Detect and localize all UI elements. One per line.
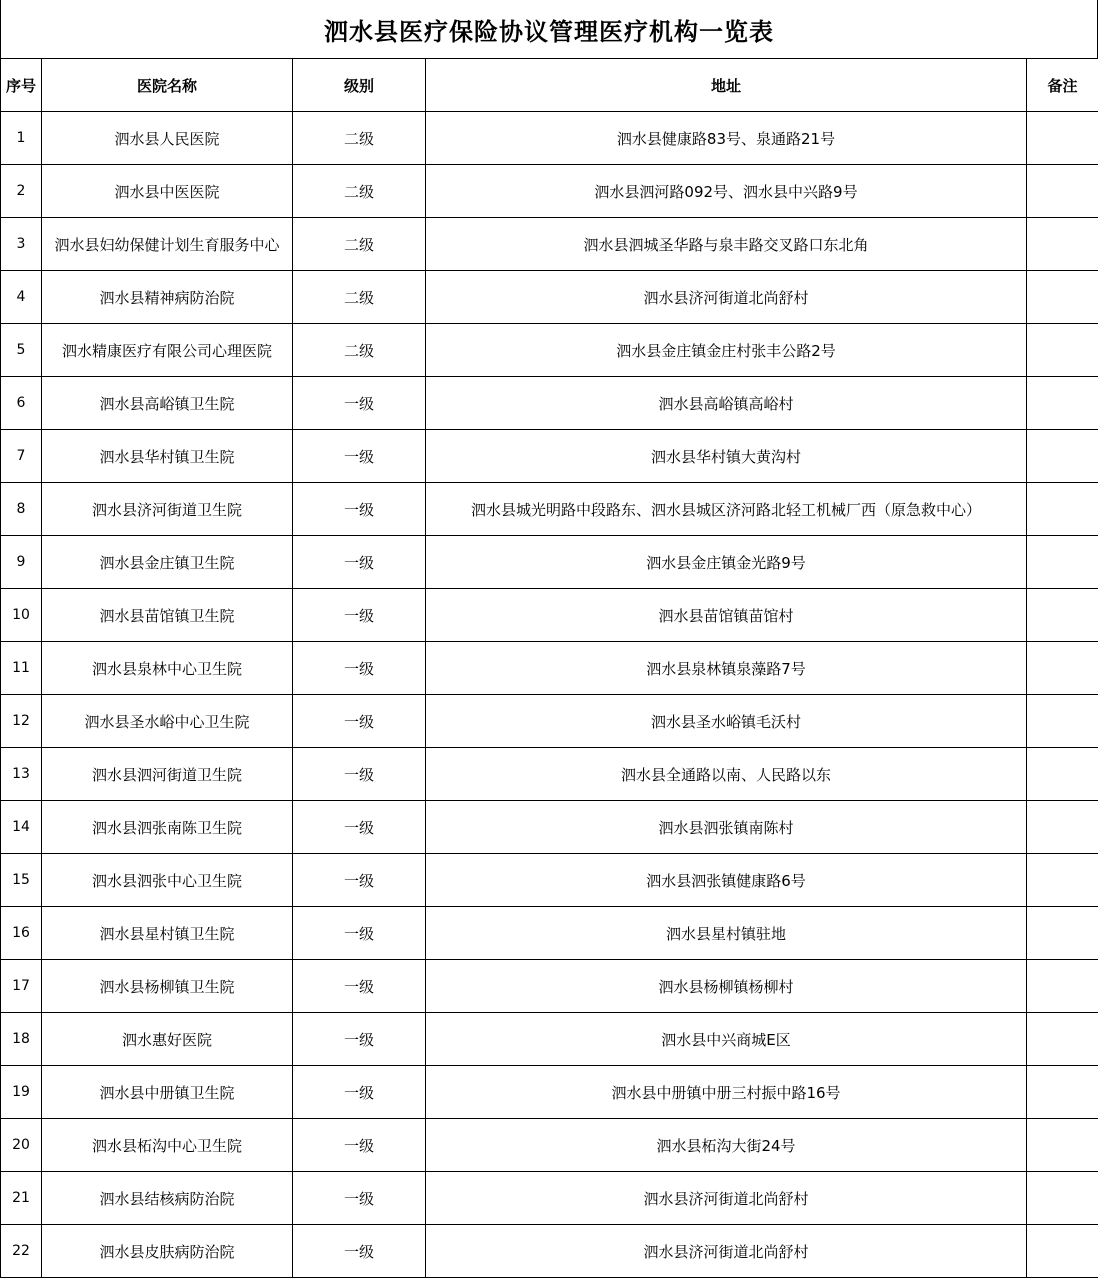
table-row [1, 1119, 1098, 1172]
cell-hospital-name[interactable]: 泗水县中册镇卫生院 [42, 1066, 293, 1119]
cell-level[interactable]: 一级 [293, 960, 426, 1013]
cell-level[interactable]: 二级 [293, 218, 426, 271]
table-row [1, 642, 1098, 695]
table-row [1, 1013, 1098, 1066]
cell-note[interactable] [1027, 324, 1098, 377]
cell-no[interactable]: 5 [1, 324, 42, 377]
cell-note[interactable] [1027, 1013, 1098, 1066]
cell-level[interactable]: 一级 [293, 536, 426, 589]
cell-note[interactable] [1027, 218, 1098, 271]
cell-no[interactable]: 16 [1, 907, 42, 960]
table-row [1, 218, 1098, 271]
cell-hospital-name[interactable]: 泗水县济河街道卫生院 [42, 483, 293, 536]
table-body [1, 112, 1098, 1278]
cell-note[interactable] [1027, 589, 1098, 642]
table-row [1, 907, 1098, 960]
cell-address[interactable]: 泗水县星村镇驻地 [426, 907, 1027, 960]
cell-no[interactable]: 15 [1, 854, 42, 907]
cell-no[interactable]: 18 [1, 1013, 42, 1066]
cell-level[interactable]: 一级 [293, 430, 426, 483]
cell-hospital-name[interactable]: 泗水惠好医院 [42, 1013, 293, 1066]
hospital-table [0, 58, 1098, 1278]
cell-hospital-name[interactable]: 泗水县苗馆镇卫生院 [42, 589, 293, 642]
cell-level[interactable]: 一级 [293, 801, 426, 854]
cell-level[interactable]: 二级 [293, 271, 426, 324]
cell-level[interactable]: 二级 [293, 112, 426, 165]
cell-hospital-name[interactable]: 泗水县金庄镇卫生院 [42, 536, 293, 589]
cell-hospital-name[interactable]: 泗水县中医医院 [42, 165, 293, 218]
cell-no[interactable]: 22 [1, 1225, 42, 1278]
cell-no[interactable]: 14 [1, 801, 42, 854]
cell-level[interactable]: 一级 [293, 377, 426, 430]
cell-level[interactable]: 一级 [293, 907, 426, 960]
table-row [1, 430, 1098, 483]
cell-note[interactable] [1027, 1225, 1098, 1278]
cell-note[interactable] [1027, 112, 1098, 165]
cell-address[interactable]: 泗水县圣水峪镇毛沃村 [426, 695, 1027, 748]
cell-level[interactable]: 一级 [293, 748, 426, 801]
cell-address[interactable]: 泗水县杨柳镇杨柳村 [426, 960, 1027, 1013]
cell-level[interactable]: 一级 [293, 1013, 426, 1066]
cell-level[interactable]: 一级 [293, 1172, 426, 1225]
table-row [1, 165, 1098, 218]
header-level[interactable]: 级别 [293, 59, 426, 112]
cell-hospital-name[interactable]: 泗水县皮肤病防治院 [42, 1225, 293, 1278]
cell-address[interactable]: 泗水县中册镇中册三村振中路16号 [426, 1066, 1027, 1119]
cell-address[interactable]: 泗水县城光明路中段路东、泗水县城区济河路北轻工机械厂西（原急救中心） [426, 483, 1027, 536]
cell-note[interactable] [1027, 695, 1098, 748]
cell-level[interactable]: 一级 [293, 1066, 426, 1119]
cell-note[interactable] [1027, 1066, 1098, 1119]
cell-note[interactable] [1027, 165, 1098, 218]
table-row [1, 1225, 1098, 1278]
cell-no[interactable]: 13 [1, 748, 42, 801]
cell-note[interactable] [1027, 642, 1098, 695]
cell-address[interactable]: 泗水县金庄镇金庄村张丰公路2号 [426, 324, 1027, 377]
table-row [1, 748, 1098, 801]
cell-address[interactable]: 泗水县金庄镇金光路9号 [426, 536, 1027, 589]
cell-address[interactable]: 泗水县全通路以南、人民路以东 [426, 748, 1027, 801]
table-row [1, 271, 1098, 324]
cell-note[interactable] [1027, 536, 1098, 589]
cell-address[interactable]: 泗水县柘沟大街24号 [426, 1119, 1027, 1172]
cell-no[interactable]: 3 [1, 218, 42, 271]
cell-address[interactable]: 泗水县泗张镇南陈村 [426, 801, 1027, 854]
cell-level[interactable]: 一级 [293, 589, 426, 642]
header-name[interactable]: 医院名称 [42, 59, 293, 112]
cell-note[interactable] [1027, 1119, 1098, 1172]
cell-note[interactable] [1027, 377, 1098, 430]
cell-hospital-name[interactable]: 泗水县结核病防治院 [42, 1172, 293, 1225]
cell-note[interactable] [1027, 854, 1098, 907]
sheet-title: 泗水县医疗保险协议管理医疗机构一览表 [0, 0, 1098, 58]
header-note[interactable]: 备注 [1027, 59, 1098, 112]
cell-level[interactable]: 一级 [293, 642, 426, 695]
cell-hospital-name[interactable]: 泗水县人民医院 [42, 112, 293, 165]
cell-hospital-name[interactable]: 泗水县华村镇卫生院 [42, 430, 293, 483]
cell-no[interactable]: 2 [1, 165, 42, 218]
cell-level[interactable]: 二级 [293, 324, 426, 377]
cell-note[interactable] [1027, 960, 1098, 1013]
cell-note[interactable] [1027, 907, 1098, 960]
cell-no[interactable]: 19 [1, 1066, 42, 1119]
cell-hospital-name[interactable]: 泗水县圣水峪中心卫生院 [42, 695, 293, 748]
cell-note[interactable] [1027, 1172, 1098, 1225]
cell-address[interactable]: 泗水县济河街道北尚舒村 [426, 271, 1027, 324]
cell-hospital-name[interactable]: 泗水县泗张中心卫生院 [42, 854, 293, 907]
cell-hospital-name[interactable]: 泗水县杨柳镇卫生院 [42, 960, 293, 1013]
cell-note[interactable] [1027, 483, 1098, 536]
cell-level[interactable]: 一级 [293, 1225, 426, 1278]
cell-note[interactable] [1027, 430, 1098, 483]
cell-note[interactable] [1027, 748, 1098, 801]
header-no[interactable]: 序号 [1, 59, 42, 112]
cell-address[interactable]: 泗水县泗城圣华路与泉丰路交叉路口东北角 [426, 218, 1027, 271]
table-row [1, 854, 1098, 907]
table-row [1, 1172, 1098, 1225]
cell-no[interactable]: 1 [1, 112, 42, 165]
cell-hospital-name[interactable]: 泗水县柘沟中心卫生院 [42, 1119, 293, 1172]
cell-no[interactable]: 4 [1, 271, 42, 324]
cell-note[interactable] [1027, 271, 1098, 324]
cell-no[interactable]: 11 [1, 642, 42, 695]
cell-address[interactable]: 泗水县泗张镇健康路6号 [426, 854, 1027, 907]
table-row [1, 377, 1098, 430]
cell-hospital-name[interactable]: 泗水精康医疗有限公司心理医院 [42, 324, 293, 377]
cell-level[interactable]: 一级 [293, 1119, 426, 1172]
cell-address[interactable]: 泗水县泗河路092号、泗水县中兴路9号 [426, 165, 1027, 218]
cell-no[interactable]: 8 [1, 483, 42, 536]
cell-address[interactable]: 泗水县华村镇大黄沟村 [426, 430, 1027, 483]
cell-no[interactable]: 7 [1, 430, 42, 483]
cell-address[interactable]: 泗水县中兴商城E区 [426, 1013, 1027, 1066]
cell-no[interactable]: 17 [1, 960, 42, 1013]
cell-address[interactable]: 泗水县苗馆镇苗馆村 [426, 589, 1027, 642]
cell-address[interactable]: 泗水县泉林镇泉藻路7号 [426, 642, 1027, 695]
table-row [1, 112, 1098, 165]
table-row [1, 695, 1098, 748]
cell-no[interactable]: 20 [1, 1119, 42, 1172]
cell-no[interactable]: 21 [1, 1172, 42, 1225]
header-row [1, 59, 1098, 112]
cell-hospital-name[interactable]: 泗水县妇幼保健计划生育服务中心 [42, 218, 293, 271]
cell-address[interactable]: 泗水县健康路83号、泉通路21号 [426, 112, 1027, 165]
cell-hospital-name[interactable]: 泗水县高峪镇卫生院 [42, 377, 293, 430]
cell-hospital-name[interactable]: 泗水县泗张南陈卫生院 [42, 801, 293, 854]
cell-no[interactable]: 6 [1, 377, 42, 430]
cell-no[interactable]: 9 [1, 536, 42, 589]
cell-address[interactable]: 泗水县济河街道北尚舒村 [426, 1172, 1027, 1225]
cell-level[interactable]: 一级 [293, 695, 426, 748]
cell-no[interactable]: 10 [1, 589, 42, 642]
table-row [1, 1066, 1098, 1119]
cell-no[interactable]: 12 [1, 695, 42, 748]
cell-address[interactable]: 泗水县济河街道北尚舒村 [426, 1225, 1027, 1278]
cell-hospital-name[interactable]: 泗水县精神病防治院 [42, 271, 293, 324]
table-row [1, 324, 1098, 377]
cell-level[interactable]: 一级 [293, 483, 426, 536]
cell-note[interactable] [1027, 801, 1098, 854]
cell-hospital-name[interactable]: 泗水县泉林中心卫生院 [42, 642, 293, 695]
table-row [1, 960, 1098, 1013]
cell-level[interactable]: 二级 [293, 165, 426, 218]
cell-address[interactable]: 泗水县高峪镇高峪村 [426, 377, 1027, 430]
header-address[interactable]: 地址 [426, 59, 1027, 112]
cell-hospital-name[interactable]: 泗水县星村镇卫生院 [42, 907, 293, 960]
table-row [1, 801, 1098, 854]
table-row [1, 589, 1098, 642]
cell-hospital-name[interactable]: 泗水县泗河街道卫生院 [42, 748, 293, 801]
table-row [1, 536, 1098, 589]
cell-level[interactable]: 一级 [293, 854, 426, 907]
table-row [1, 483, 1098, 536]
